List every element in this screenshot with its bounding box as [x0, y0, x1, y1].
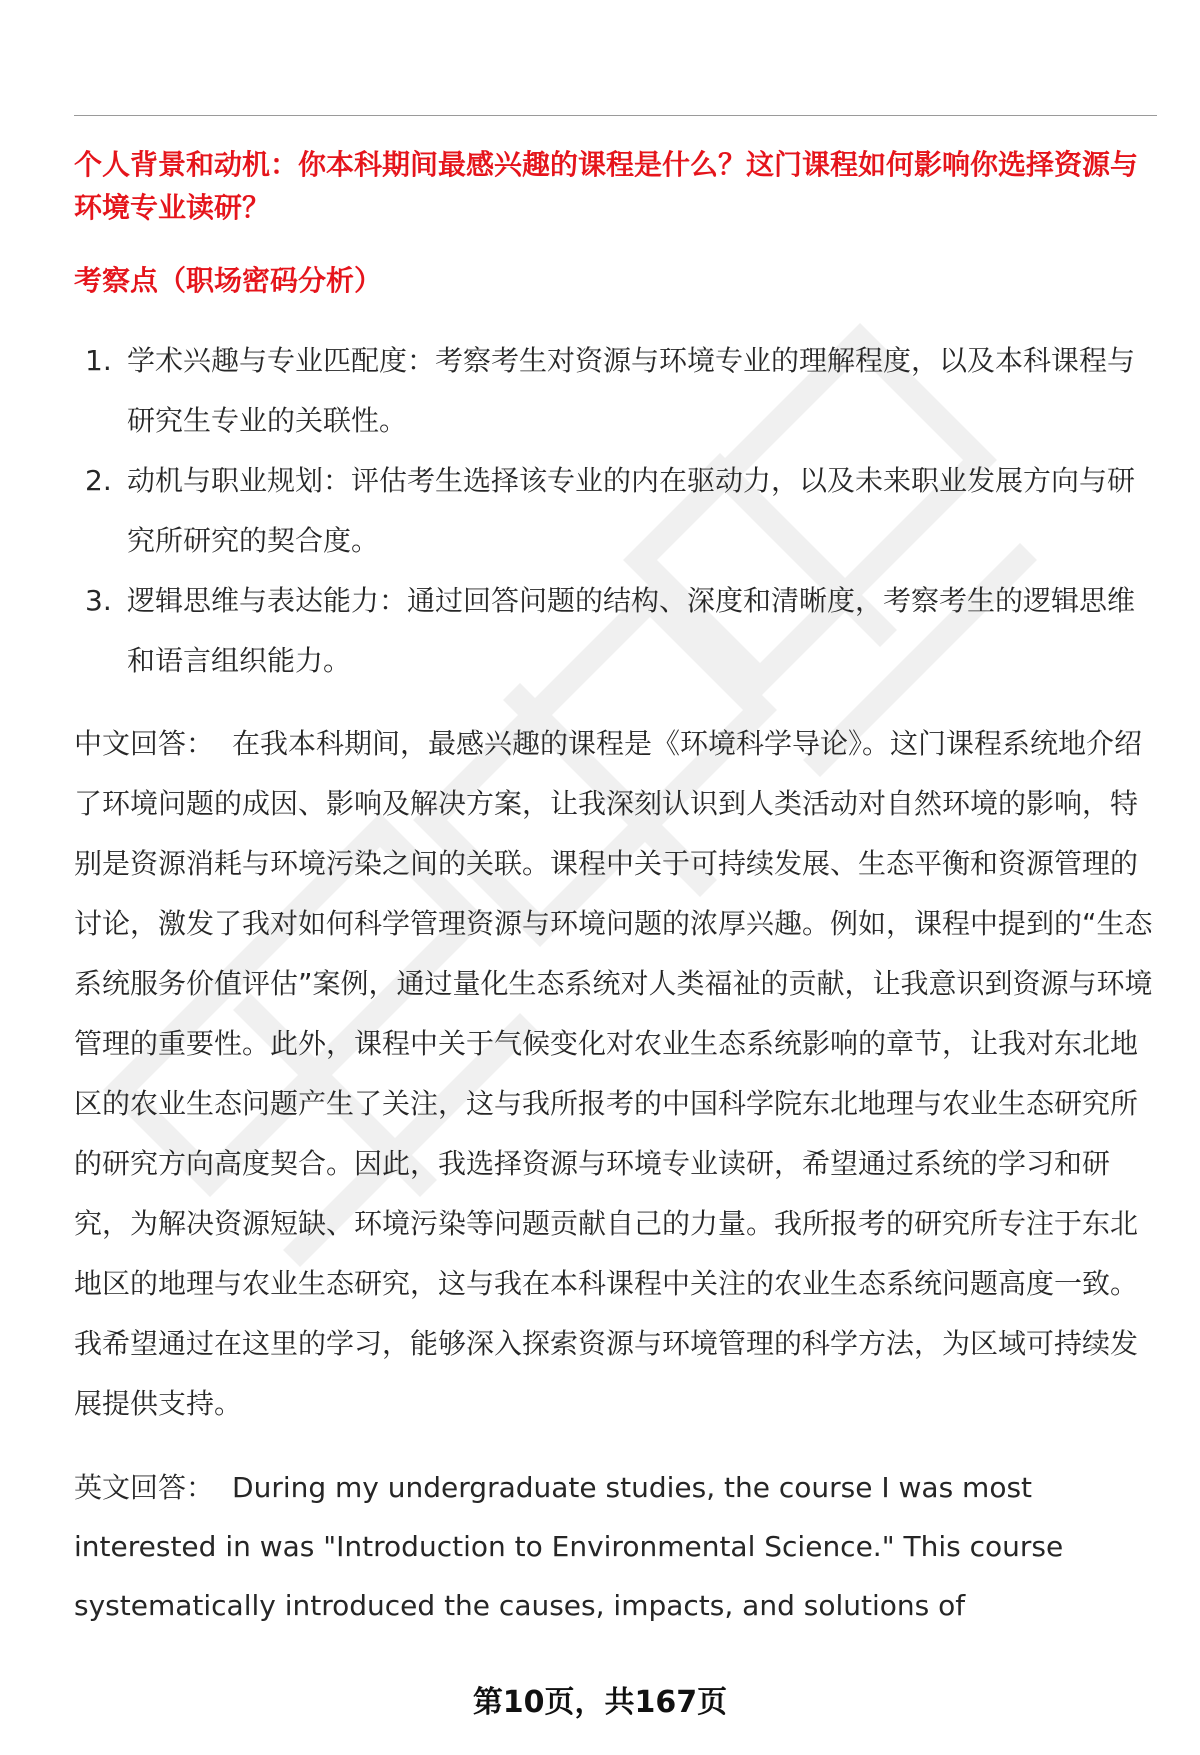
page-number: 第10页，共167页 — [472, 1685, 728, 1720]
list-number: 1. — [85, 344, 112, 377]
page-content — [74, 143, 1154, 1635]
focus-list — [74, 331, 1154, 691]
header-rule — [74, 115, 1157, 116]
list-item — [74, 451, 1154, 571]
english-answer-text: During my undergraduate studies, the course I was most — [232, 1471, 1033, 1504]
chinese-answer-text: 在我本科期间，最感兴趣的课程是《环境科学导论》。这门课程系统地介绍了环境问题的成因、影响及解决方案，让我深刻认识到人类活动对自然环境的影响，特别是资源消耗与环境污染之间的关联。课程中关于可持续发展、生态平衡和资源管理的讨论，激发了我对如何科学管理资源与环境问题的浓厚兴趣。例如，课程中提到的“生态系统服务价值评估”案例，通过量化生态系统对人类福祉的贡献，让我意识到资源与环境管理的重要性。此外，课程中关于气候变化对农业生态系统影响的章节，让我对东北地区的农业生态问题产生了关注，这与我所报考的中国科学院东北地理与农业生态研究所的研究方向高度契合。因此，我选择资源与环境专业读研，希望通过系统的学习和研究，为解决资源短缺、环境污染等问题贡献自己的力量。我所报考的研究所专注于东北地区的地理与农业生态研究，这与我在本科课程中关注的农业生态系统问题高度一致。我希望通过在这里的学习，能够深入探索资源与环境管理的科学方法，为区域可持续发展提供支持。 — [74, 727, 1153, 1420]
question-heading: 个人背景和动机：你本科期间最感兴趣的课程是什么？这门课程如何影响你选择资源与环境专业读研？ — [74, 148, 1139, 224]
chinese-answer-label: 中文回答： — [74, 727, 215, 760]
list-number: 2. — [85, 464, 112, 497]
list-item — [74, 331, 1154, 451]
english-answer-line: systematically introduced the causes, impacts, and solutions of — [74, 1589, 966, 1622]
list-item — [74, 571, 1154, 691]
list-item-text: 逻辑思维与表达能力：通过回答问题的结构、深度和清晰度，考察考生的逻辑思维和语言组织能力。 — [127, 584, 1136, 677]
english-answer-line — [74, 1458, 1154, 1517]
english-answer-line: interested in was "Introduction to Environmental Science." This course — [74, 1530, 1064, 1563]
chinese-answer — [74, 714, 1154, 1434]
english-answer — [74, 1458, 1154, 1635]
list-item-text: 学术兴趣与专业匹配度：考察考生对资源与环境专业的理解程度，以及本科课程与研究生专业的关联性。 — [127, 344, 1136, 437]
list-item-text: 动机与职业规划：评估考生选择该专业的内在驱动力，以及未来职业发展方向与研究所研究的契合度。 — [127, 464, 1136, 557]
list-number: 3. — [85, 584, 112, 617]
focus-heading: 考察点（职场密码分析） — [74, 264, 383, 297]
english-answer-label: 英文回答： — [74, 1471, 215, 1504]
